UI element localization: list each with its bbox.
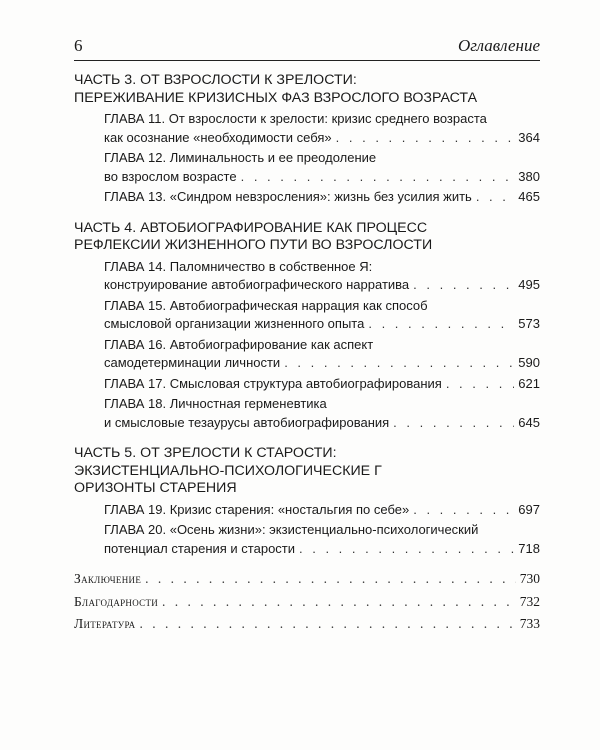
part-heading-line: ЧАСТЬ 4. АВТОБИОГРАФИРОВАНИЕ КАК ПРОЦЕСС [74, 219, 428, 236]
toc-entry[interactable] [74, 297, 540, 334]
chapter-list [74, 501, 540, 559]
entry-page-number: 645 [518, 414, 540, 430]
back-matter-list [74, 570, 540, 634]
dot-leader [162, 593, 516, 612]
entry-page-number: 732 [519, 593, 540, 609]
part-heading [74, 445, 540, 498]
dot-leader [299, 540, 514, 559]
toc-entry[interactable] [74, 149, 540, 186]
toc-entry[interactable] [74, 258, 540, 295]
entry-title-line: ГЛАВА 20. «Осень жизни»: экзистенциально-психологический [104, 522, 479, 537]
entry-title-line: как осознание «необходимости себя» [104, 129, 332, 145]
entry-title-line: ГЛАВА 19. Кризис старения: «ностальгия по себе» [104, 501, 410, 517]
entry-page-number: 733 [519, 616, 540, 631]
entry-title-line: ГЛАВА 12. Лиминальность и ее преодоление [104, 150, 377, 165]
toc-entry[interactable] [74, 501, 540, 520]
dot-leader [413, 276, 514, 295]
entry-page-number: 590 [518, 355, 540, 370]
entry-title-line: самодетерминации личности [104, 355, 281, 370]
entry-title-line: смысловой организации жизненного опыта [104, 316, 365, 331]
entry-page-number: 364 [518, 129, 540, 145]
part-heading-line: ЧАСТЬ 5. ОТ ЗРЕЛОСТИ К СТАРОСТИ: [74, 445, 337, 461]
entry-page-number: 718 [518, 540, 540, 556]
toc-entry[interactable] [74, 110, 540, 147]
part-heading [74, 220, 540, 255]
entry-title-line: во взрослом возрасте [104, 168, 237, 184]
entry-title-line: ГЛАВА 15. Автобиографическая наррация как способ [104, 297, 428, 313]
entry-title-line: Литература [74, 616, 136, 631]
entry-title-line: потенциал старения и старости [104, 540, 296, 556]
entry-title-line: ГЛАВА 13. «Синдром невзросления»: жизнь без усилия жить [104, 189, 472, 204]
entry-page-number: 380 [518, 168, 540, 184]
dot-leader [139, 615, 515, 634]
dot-leader [145, 570, 516, 589]
part-heading-line: ЭКЗИСТЕНЦИАЛЬНО-ПСИХОЛОГИЧЕСКИЕ Г [74, 462, 382, 479]
entry-title-line: и смысловые тезаурусы автобиографирования [104, 414, 390, 430]
toc-entry-conclusion[interactable] [74, 570, 540, 589]
part-heading-line: ЧАСТЬ 3. ОТ ВЗРОСЛОСТИ К ЗРЕЛОСТИ: [74, 72, 357, 88]
entry-title-line: ГЛАВА 14. Паломничество в собственное Я: [104, 258, 373, 274]
toc-entry[interactable] [74, 375, 540, 394]
entry-page-number: 621 [518, 375, 540, 391]
entry-title-line: конструирование автобиографического нарратива [104, 277, 410, 292]
entry-page-number: 495 [518, 277, 540, 292]
entry-title-line: ГЛАВА 17. Смысловая структура автобиографирования [104, 375, 442, 391]
toc-entry-bibliography[interactable] [74, 615, 540, 634]
dot-leader [284, 354, 514, 373]
entry-title-line: ГЛАВА 16. Автобиографирование как аспект [104, 336, 374, 352]
entry-page-number: 697 [518, 501, 540, 517]
header-rule [74, 60, 540, 61]
toc-entry[interactable] [74, 395, 540, 432]
entry-page-number: 573 [518, 316, 540, 331]
entry-title-line: Благодарности [74, 593, 159, 609]
entry-title-line: Заключение [74, 571, 142, 586]
entry-title-line: ГЛАВА 18. Личностная герменевтика [104, 396, 327, 411]
entry-page-number: 730 [519, 571, 540, 586]
dot-leader [393, 414, 514, 433]
toc-entry[interactable] [74, 188, 540, 207]
table-of-contents [74, 72, 540, 634]
running-title: Оглавление [457, 36, 540, 55]
running-header [74, 36, 540, 56]
part-heading-line: РЕФЛЕКСИИ ЖИЗНЕННОГО ПУТИ ВО ВЗРОСЛОСТИ [74, 237, 433, 253]
entry-page-number: 465 [518, 189, 540, 204]
toc-entry[interactable] [74, 521, 540, 558]
dot-leader [446, 375, 514, 394]
dot-leader [476, 188, 514, 207]
dot-leader [241, 168, 515, 187]
dot-leader [368, 315, 514, 334]
dot-leader [336, 129, 515, 148]
part-heading-line: ОРИЗОНТЫ СТАРЕНИЯ [74, 480, 237, 496]
entry-title-line: ГЛАВА 11. От взрослости к зрелости: кризис среднего возраста [104, 111, 487, 126]
part-heading-line: ПЕРЕЖИВАНИЕ КРИЗИСНЫХ ФАЗ ВЗРОСЛОГО ВОЗРАСТА [74, 89, 478, 106]
dot-leader [413, 501, 514, 520]
part-heading [74, 72, 540, 107]
chapter-list [74, 110, 540, 207]
toc-entry[interactable] [74, 336, 540, 373]
toc-entry-acknowledgements[interactable] [74, 593, 540, 612]
page-number: 6 [74, 36, 83, 55]
chapter-list [74, 258, 540, 433]
